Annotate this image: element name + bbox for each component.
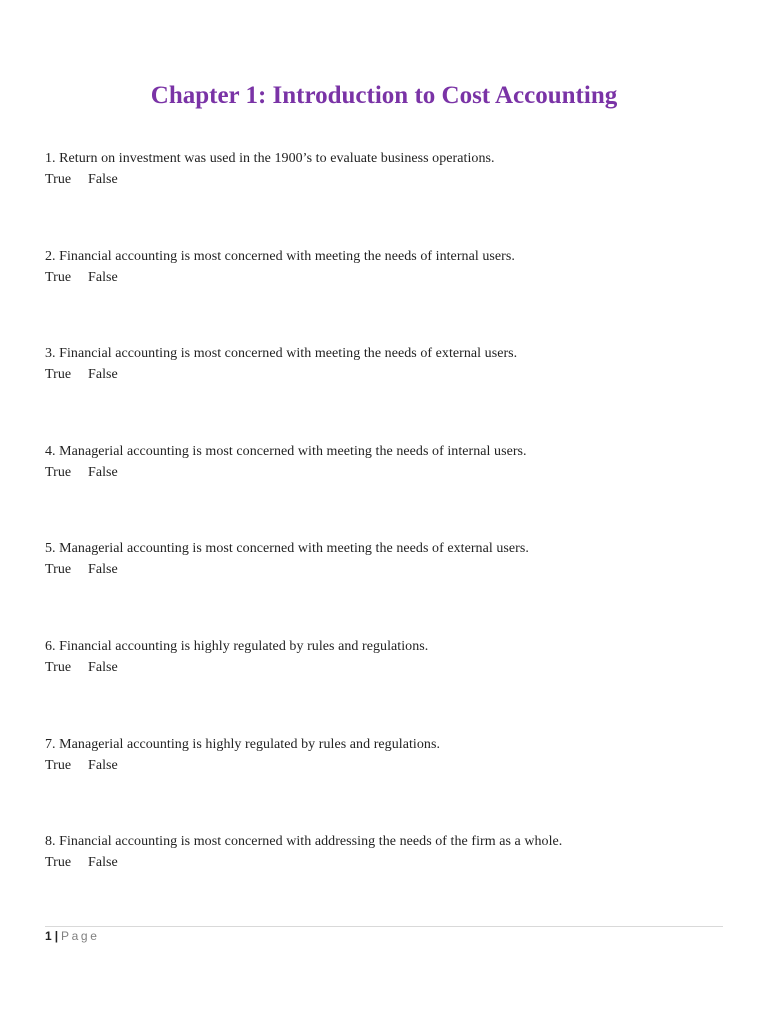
question-item (45, 831, 725, 873)
answer-options (45, 267, 725, 288)
answer-options (45, 559, 725, 580)
question-item (45, 636, 725, 678)
page-footer (45, 928, 99, 944)
answer-options (45, 462, 725, 483)
option-false: False (88, 562, 118, 577)
question-text: 7. Managerial accounting is highly regulated by rules and regulations. (45, 737, 441, 752)
option-true: True (45, 172, 72, 187)
question-item (45, 246, 725, 288)
option-true: True (45, 660, 72, 675)
answer-options (45, 755, 725, 776)
option-true: True (45, 367, 72, 382)
footer-divider (45, 926, 723, 927)
footer-separator: | (54, 929, 59, 943)
option-false: False (88, 758, 118, 773)
question-text: 1. Return on investment was used in the 1900’s to evaluate business operations. (45, 151, 495, 166)
answer-options (45, 657, 725, 678)
question-item (45, 148, 725, 190)
question-text: 6. Financial accounting is highly regulated by rules and regulations. (45, 639, 429, 654)
question-item (45, 343, 725, 385)
page-label: Page (61, 929, 100, 943)
option-true: True (45, 465, 72, 480)
answer-options (45, 169, 725, 190)
question-item (45, 441, 725, 483)
question-text: 2. Financial accounting is most concerned with meeting the needs of internal users. (45, 249, 515, 264)
question-item (45, 734, 725, 776)
option-false: False (88, 660, 118, 675)
option-false: False (88, 855, 118, 870)
question-text: 8. Financial accounting is most concerned with addressing the needs of the firm as a whole. (45, 834, 563, 849)
option-false: False (88, 465, 118, 480)
option-false: False (88, 172, 118, 187)
question-text: 5. Managerial accounting is most concerned with meeting the needs of external users. (45, 541, 529, 556)
question-text: 4. Managerial accounting is most concerned with meeting the needs of internal users. (45, 444, 527, 459)
option-false: False (88, 270, 118, 285)
page-title: Chapter 1: Introduction to Cost Accounting (150, 82, 618, 109)
page-number: 1 (45, 929, 52, 943)
option-true: True (45, 270, 72, 285)
option-true: True (45, 562, 72, 577)
option-true: True (45, 855, 72, 870)
question-item (45, 538, 725, 580)
answer-options (45, 364, 725, 385)
question-text: 3. Financial accounting is most concerned with meeting the needs of external users. (45, 346, 518, 361)
option-true: True (45, 758, 72, 773)
option-false: False (88, 367, 118, 382)
answer-options (45, 852, 725, 873)
